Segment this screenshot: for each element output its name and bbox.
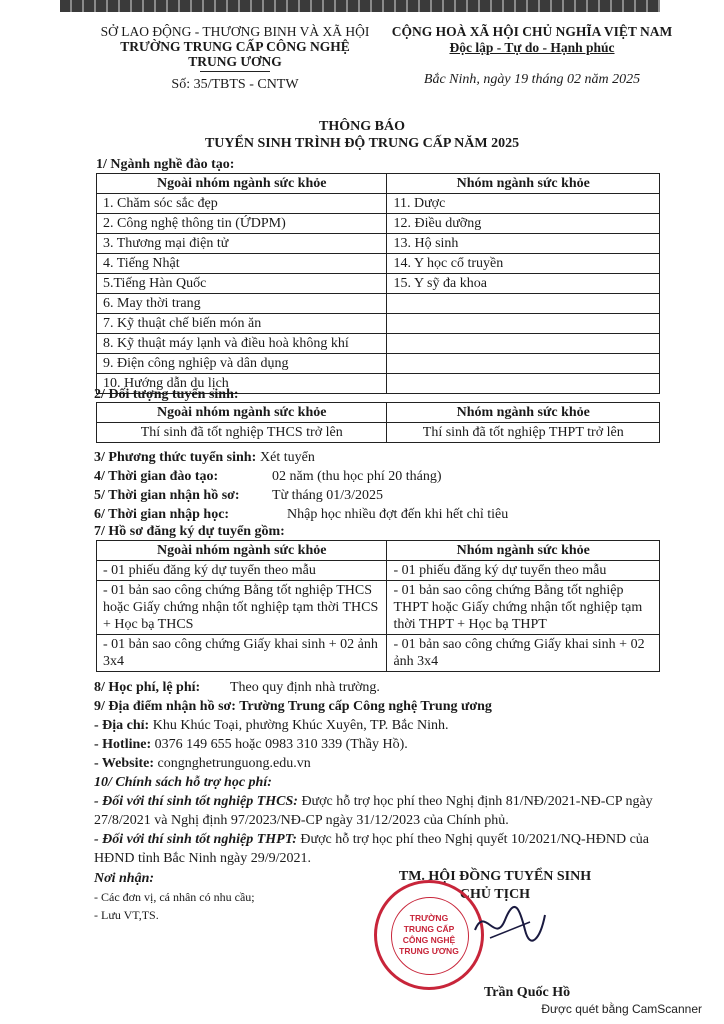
nation-title: CỘNG HOÀ XÃ HỘI CHỦ NGHĨA VIỆT NAM [391, 24, 673, 39]
national-motto: Độc lập - Tự do - Hạnh phúc [449, 40, 615, 55]
hotline-label: - Hotline: [94, 737, 152, 752]
cell-non-health: 8. Kỹ thuật máy lạnh và điều hoà không khí [97, 334, 387, 354]
section7-heading: 7/ Hồ sơ đăng ký dự tuyển gồm: [94, 524, 285, 539]
section9-heading: 9/ Địa điểm nhận hồ sơ: Trường Trung cấp Công nghệ Trung ương [94, 699, 492, 714]
thcs-support-label: - Đối với thí sinh tốt nghiệp THCS: [94, 794, 298, 809]
method-value: Xét tuyển [260, 450, 315, 465]
recipients-heading: Nơi nhận: [94, 871, 155, 886]
majors-header-non-health: Ngoài nhóm ngành sức khỏe [97, 174, 387, 194]
section2-heading: 2/ Đối tượng tuyển sinh: [94, 387, 239, 402]
eligibility-table [96, 402, 660, 443]
recipient-item: - Các đơn vị, cá nhân có nhu cầu; [94, 890, 255, 904]
majors-row [97, 314, 660, 334]
cell-non-health: 2. Công nghệ thông tin (ỨDPM) [97, 214, 387, 234]
majors-row [97, 294, 660, 314]
cell-health: - 01 bản sao công chứng Bằng tốt nghiệp THPT hoặc Giấy chứng nhận tốt nghiệp tạm thời THPT + Học bạ THPT [387, 581, 660, 635]
cell-non-health: 6. May thời trang [97, 294, 387, 314]
seal-line1: TRƯỜNG [409, 913, 449, 923]
cell-health: 15. Y sỹ đa khoa [387, 274, 660, 294]
section1-heading: 1/ Ngành nghề đào tạo: [96, 157, 235, 172]
majors-row [97, 334, 660, 354]
website-value: congnghetrunguong.edu.vn [157, 756, 311, 771]
documents-header-health: Nhóm ngành sức khỏe [387, 541, 660, 561]
majors-header-health: Nhóm ngành sức khỏe [387, 174, 660, 194]
hotline-value: 0376 149 655 hoặc 0983 310 339 (Thầy Hồ). [154, 737, 408, 752]
cell-health: 14. Y học cổ truyền [387, 254, 660, 274]
place-date: Bắc Ninh, ngày 19 tháng 02 năm 2025 [423, 72, 641, 87]
title-line2: TUYỂN SINH TRÌNH ĐỘ TRUNG CẤP NĂM 2025 [204, 136, 520, 151]
cell-non-health: 3. Thương mại điện tử [97, 234, 387, 254]
official-seal [374, 880, 484, 990]
section10-heading: 10/ Chính sách hỗ trợ học phí: [94, 775, 272, 790]
documents-row [97, 561, 660, 581]
scan-top-edge [60, 0, 660, 12]
issuer-block [100, 24, 370, 92]
cell-non-health: 9. Điện công nghiệp và dân dụng [97, 354, 387, 374]
seal-line3: CÔNG NGHỆ [402, 935, 456, 945]
majors-row [97, 254, 660, 274]
thpt-support-label: - Đối với thí sinh tốt nghiệp THPT: [94, 832, 297, 847]
address-value: Khu Khúc Toại, phường Khúc Xuyên, TP. Bắc Ninh. [152, 718, 449, 733]
cell-non-health: 4. Tiếng Nhật [97, 254, 387, 274]
cell-non-health: - 01 bản sao công chứng Bằng tốt nghiệp THCS hoặc Giấy chứng nhận tốt nghiệp tạm thời THCS + Học bạ THCS [97, 581, 387, 635]
lower-sections [94, 678, 674, 868]
document-number: Số: 35/TBTS - CNTW [171, 77, 299, 92]
majors-row [97, 354, 660, 374]
enrollment-label: 6/ Thời gian nhập học: [94, 507, 230, 522]
documents-table [96, 540, 660, 672]
signature-role-2: CHỦ TỊCH [459, 887, 531, 902]
majors-row [97, 234, 660, 254]
documents-row [97, 635, 660, 672]
cell-health [387, 314, 660, 334]
cell-health [387, 354, 660, 374]
seal-line4: TRUNG ƯƠNG [399, 946, 459, 956]
cell-health [387, 374, 660, 394]
cell-non-health: 5.Tiếng Hàn Quốc [97, 274, 387, 294]
title-line1: THÔNG BÁO [319, 119, 405, 134]
cell-non-health: - 01 phiếu đăng ký dự tuyển theo mẫu [97, 561, 387, 581]
method-label: 3/ Phương thức tuyển sinh: [94, 450, 257, 465]
document-title [0, 118, 724, 152]
ministry-name: SỞ LAO ĐỘNG - THƯƠNG BINH VÀ XÃ HỘI [100, 24, 370, 39]
majors-row [97, 274, 660, 294]
thpt-support-text1: Được hỗ trợ học phí theo Nghị quyết 10/2021/NQ-HĐND của [300, 832, 650, 847]
recipients-block [94, 870, 255, 924]
cell-non-health: 1. Chăm sóc sắc đẹp [97, 194, 387, 214]
eligibility-health: Thí sinh đã tốt nghiệp THPT trở lên [387, 423, 660, 443]
eligibility-non-health: Thí sinh đã tốt nghiệp THCS trở lên [97, 423, 387, 443]
majors-row [97, 194, 660, 214]
cell-health: - 01 bản sao công chứng Giấy khai sinh + 02 ảnh 3x4 [387, 635, 660, 672]
fee-value: Theo quy định nhà trường. [230, 680, 380, 695]
documents-row [97, 581, 660, 635]
scanner-watermark: Được quét bằng CamScanner [541, 1002, 702, 1016]
majors-table-body [97, 194, 660, 394]
cell-health: - 01 phiếu đăng ký dự tuyển theo mẫu [387, 561, 660, 581]
documents-header-non-health: Ngoài nhóm ngành sức khỏe [97, 541, 387, 561]
majors-row [97, 214, 660, 234]
cell-non-health: 7. Kỹ thuật chế biến món ăn [97, 314, 387, 334]
cell-non-health: 10. Hướng dẫn du lịch [97, 374, 387, 394]
signatory-name: Trần Quốc Hồ [484, 985, 571, 1000]
fee-label: 8/ Học phí, lệ phí: [94, 680, 201, 695]
address-label: - Địa chỉ: [94, 718, 150, 733]
eligibility-header-health: Nhóm ngành sức khỏe [387, 403, 660, 423]
cell-health: 12. Điều dưỡng [387, 214, 660, 234]
website-label: - Website: [94, 756, 155, 771]
cell-non-health: - 01 bản sao công chứng Giấy khai sinh + 02 ảnh 3x4 [97, 635, 387, 672]
national-block [382, 24, 682, 88]
application-period-value: Từ tháng 01/3/2025 [272, 488, 384, 503]
cell-health: 13. Hộ sinh [387, 234, 660, 254]
handwritten-signature [470, 900, 550, 950]
school-name-line1: TRƯỜNG TRUNG CẤP CÔNG NGHỆ [120, 39, 350, 54]
thcs-support-text2: 27/8/2021 và Nghị định 97/2023/NĐ-CP ngày 31/12/2023 của Chính phủ. [94, 813, 509, 828]
application-period-label: 5/ Thời gian nhận hồ sơ: [94, 488, 240, 503]
cell-health [387, 294, 660, 314]
enrollment-value: Nhập học nhiều đợt đến khi hết chỉ tiêu [287, 507, 509, 522]
documents-table-body [97, 561, 660, 672]
header-underline [200, 71, 270, 72]
cell-health: 11. Dược [387, 194, 660, 214]
signature-role-1: TM. HỘI ĐỒNG TUYỂN SINH [398, 869, 592, 884]
recipient-item: - Lưu VT,TS. [94, 908, 159, 922]
thpt-support-text2: HĐND tỉnh Bắc Ninh ngày 29/9/2021. [94, 851, 311, 866]
thcs-support-text1: Được hỗ trợ học phí theo Nghị định 81/NĐ/2021-NĐ-CP ngày [301, 794, 653, 809]
seal-line2: TRUNG CẤP [403, 924, 455, 934]
majors-table [96, 173, 660, 394]
cell-health [387, 334, 660, 354]
admission-info [94, 448, 654, 524]
duration-value: 02 năm (thu học phí 20 tháng) [272, 469, 442, 484]
school-name-line2: TRUNG ƯƠNG [188, 54, 282, 69]
eligibility-header-non-health: Ngoài nhóm ngành sức khỏe [97, 403, 387, 423]
duration-label: 4/ Thời gian đào tạo: [94, 469, 219, 484]
